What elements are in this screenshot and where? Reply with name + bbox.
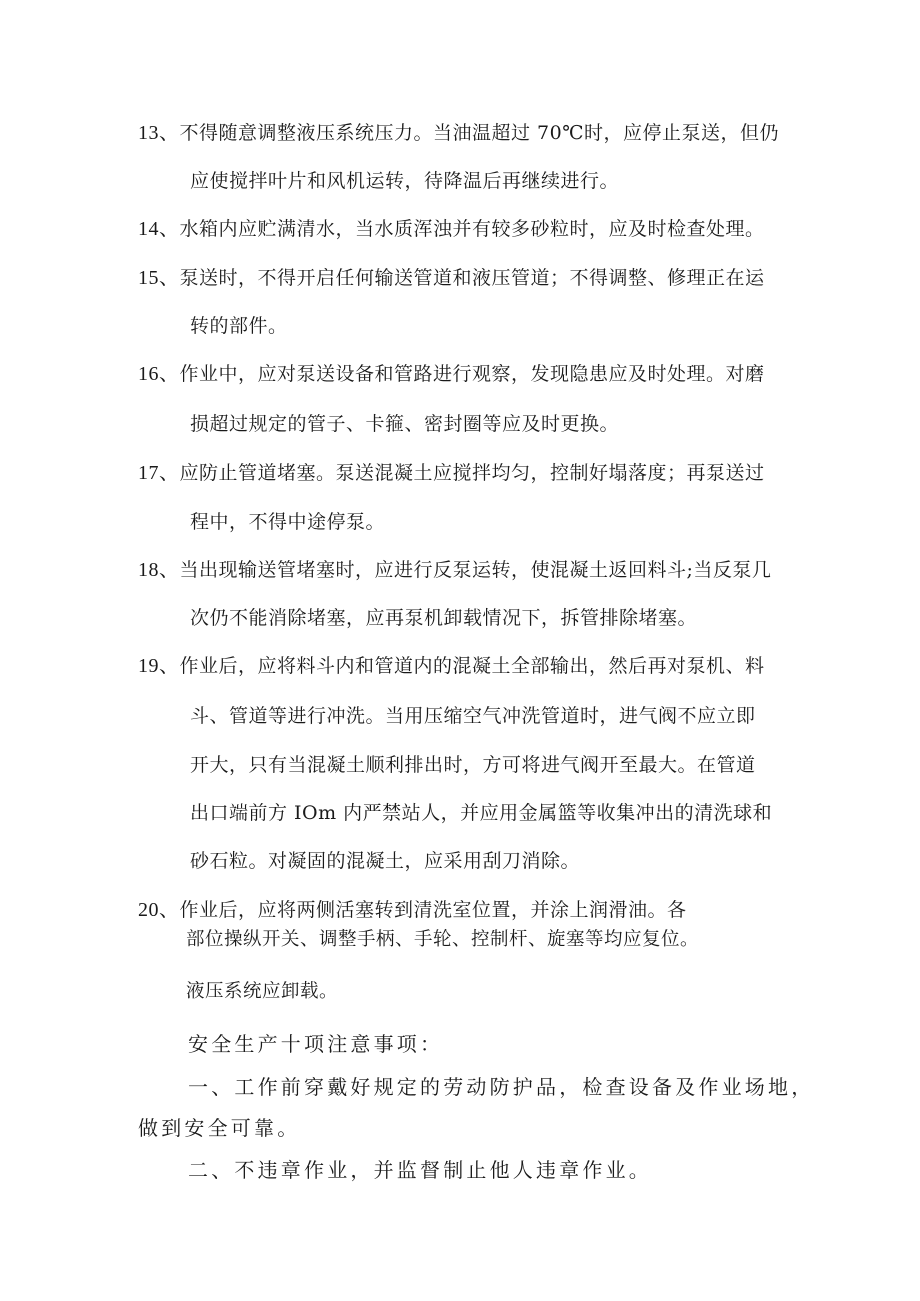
item-number: 20、 [138,899,180,921]
item-text: 作业后，应将料斗内和管道内的混凝土全部输出，然后再对泵机、料 [179,655,765,677]
list-item-19-line-5: 砂石粒。对凝固的混凝土，应采用刮刀消除。 [190,850,581,872]
list-item-19-line-4: 出口端前方 IOm 内严禁站人，并应用金属篮等收集冲出的清洗球和 [190,802,773,824]
list-item-19-line-2: 斗、管道等进行冲洗。当用压缩空气冲洗管道时，进气阀不应立即 [190,705,756,727]
list-item-19-line-1 [138,654,765,678]
item-number: 18、 [138,559,180,581]
item-text: 作业后，应将两侧活塞转到清洗室位置，并涂上润滑油。各 [179,899,687,921]
list-item-15-line-1 [138,266,765,290]
list-item-19-line-3: 开大，只有当混凝土顺利排出时，方可将进气阀开至最大。在管道 [190,754,756,776]
item-number: 19、 [138,655,180,677]
list-item-13-line-2: 应使搅拌叶片和风机运转，待降温后再继续进行。 [190,170,620,192]
item-text: 作业中，应对泵送设备和管路进行观察，发现隐患应及时处理。对磨 [179,363,765,385]
item-number: 13、 [138,122,180,144]
item-text: 当出现输送管堵塞时，应进行反泵运转，使混凝土返回料斗;当反泵几 [179,559,772,581]
item-number: 16、 [138,363,180,385]
safety-item-two: 二、不违章作业，并监督制止他人违章作业。 [188,1158,652,1182]
list-item-16-line-2: 损超过规定的管子、卡箍、密封圈等应及时更换。 [190,413,620,435]
list-item-20-line-3: 液压系统应卸载。 [186,981,339,1002]
list-item-18-line-2: 次仍不能消除堵塞，应再泵机卸载情况下，拆管排除堵塞。 [190,607,698,629]
list-item-18-line-1 [138,558,771,582]
item-text: 泵送时，不得开启任何输送管道和液压管道；不得调整、修理正在运 [179,267,765,289]
safety-item-one-line-2: 做到安全可靠。 [138,1116,301,1140]
list-item-20-line-1 [138,898,687,922]
list-item-17-line-2: 程中，不得中途停泵。 [190,511,386,533]
safety-item-one-line-1: 一、工作前穿戴好规定的劳动防护品，检查设备及作业场地， [188,1075,815,1099]
item-text: 水箱内应贮满清水，当水质浑浊并有较多砂粒时，应及时检查处理。 [179,218,765,240]
list-item-20-line-2: 部位操纵开关、调整手柄、手轮、控制杆、旋塞等均应复位。 [186,929,700,950]
list-item-17-line-1 [138,461,765,485]
item-number: 14、 [138,218,180,240]
item-number: 17、 [138,462,180,484]
list-item-15-line-2: 转的部件。 [190,315,288,337]
item-text: 不得随意调整液压系统压力。当油温超过 70℃时，应停止泵送，但仍 [179,122,779,144]
list-item-16-line-1 [138,362,765,386]
item-number: 15、 [138,267,180,289]
list-item-14-line-1 [138,217,765,241]
list-item-13-line-1 [138,121,779,145]
safety-heading: 安全生产十项注意事项： [188,1032,444,1056]
item-text: 应防止管道堵塞。泵送混凝土应搅拌均匀，控制好塌落度；再泵送过 [179,462,765,484]
